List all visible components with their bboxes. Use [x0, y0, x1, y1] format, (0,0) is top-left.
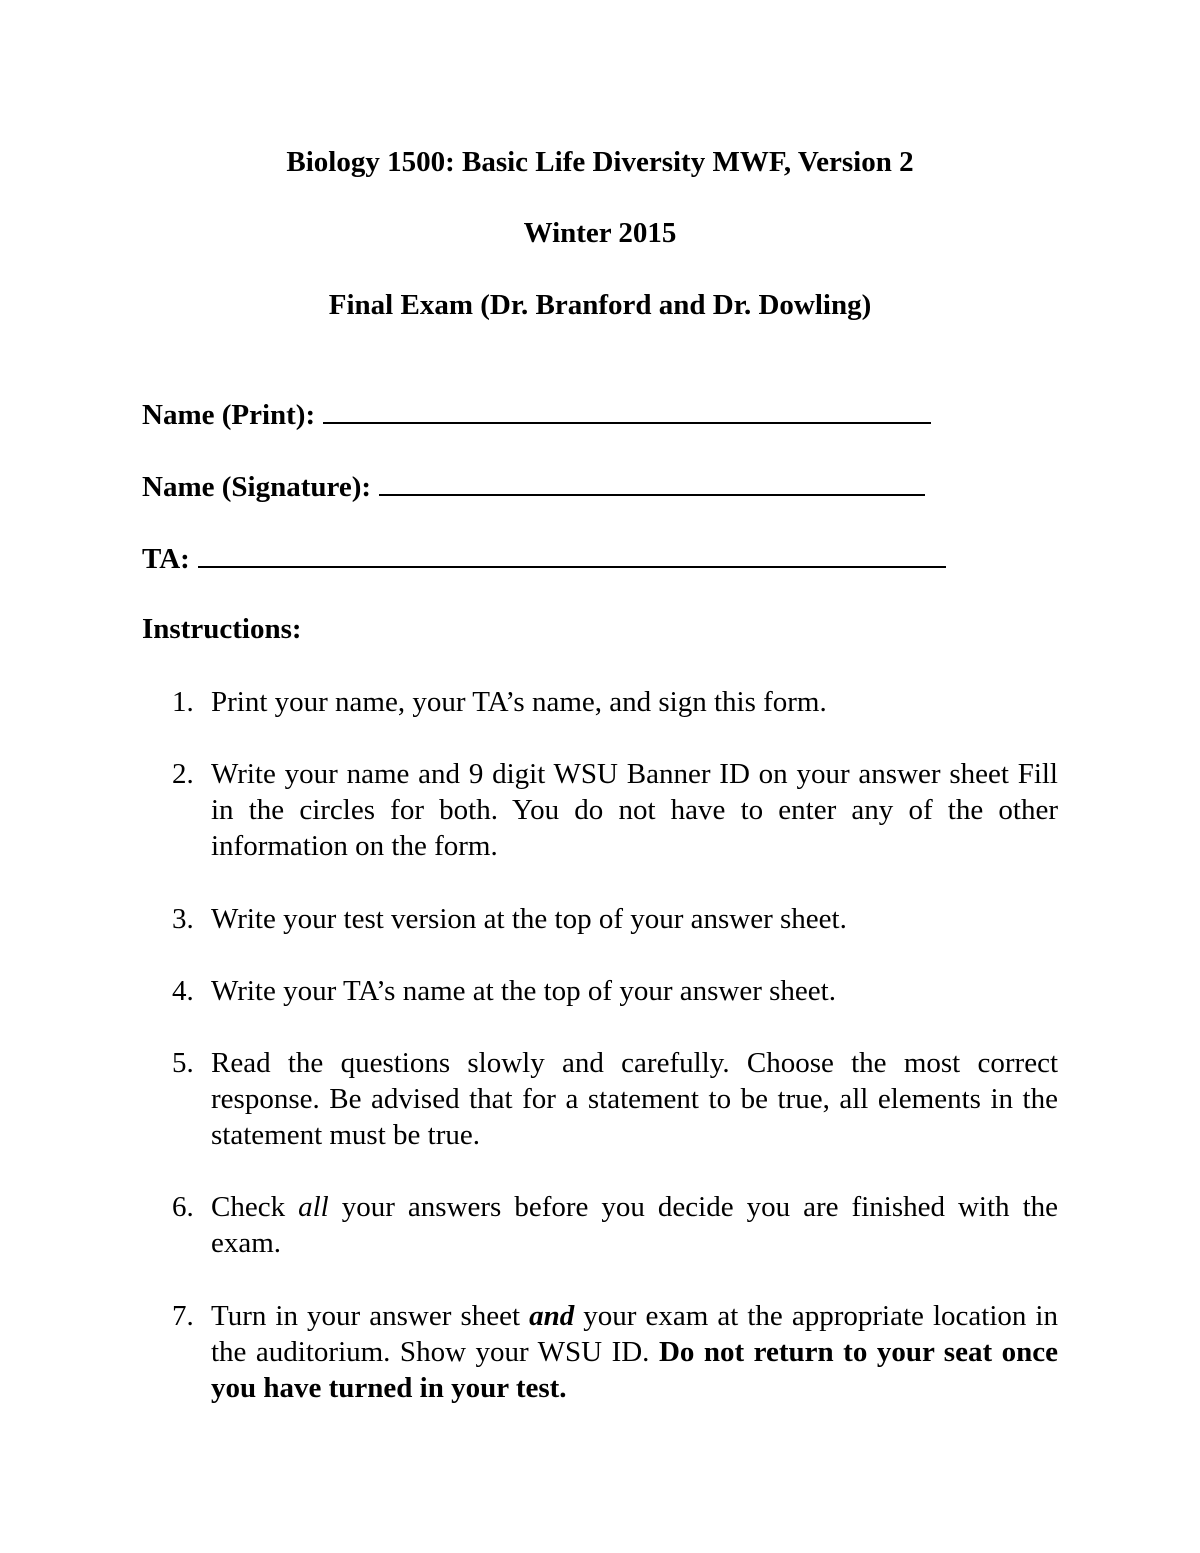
instruction-number: 1. — [172, 686, 194, 718]
instruction-item — [172, 901, 1058, 937]
name-signature-blank — [379, 468, 925, 496]
instruction-number: 6. — [172, 1191, 194, 1223]
instruction-item — [172, 1045, 1058, 1153]
instruction-emphasis: and — [529, 1300, 575, 1332]
instructions-heading: Instructions: — [142, 613, 302, 645]
ta-field — [142, 540, 946, 576]
name-print-label: Name (Print): — [142, 399, 316, 431]
instruction-number: 5. — [172, 1047, 194, 1079]
instruction-text-part: your exam at the appropriate location in the auditorium. Show your WSU ID. — [211, 1300, 1058, 1368]
instruction-text — [211, 1298, 1058, 1406]
instruction-text — [211, 1189, 1058, 1261]
instruction-number: 7. — [172, 1300, 194, 1332]
name-print-blank — [323, 396, 931, 424]
instruction-text: Write your TA’s name at the top of your answer sheet. — [211, 975, 836, 1007]
instruction-number: 4. — [172, 975, 194, 1007]
term: Winter 2015 — [523, 217, 677, 249]
name-signature-label: Name (Signature): — [142, 471, 372, 503]
name-print-field — [142, 396, 931, 432]
instruction-emphasis: all — [298, 1191, 329, 1223]
instruction-text-part: your answers before you decide you are finished with the exam. — [211, 1191, 1058, 1259]
instruction-text: Write your test version at the top of your answer sheet. — [211, 903, 847, 935]
instruction-text: Print your name, your TA’s name, and sign this form. — [211, 686, 827, 718]
instruction-text-part: Turn in your answer sheet — [211, 1300, 530, 1332]
instruction-bold-warning: Do not return to your seat once you have turned in your test. — [211, 1336, 1058, 1404]
instruction-text: Write your name and 9 digit WSU Banner ID on your answer sheet Fill in the circles for both. You do not have to enter any of the other information on the form. — [211, 758, 1058, 862]
instruction-item — [172, 1189, 1058, 1261]
instruction-item — [172, 684, 1058, 720]
course-title: Biology 1500: Basic Life Diversity MWF, Version 2 — [286, 146, 914, 178]
instruction-item — [172, 973, 1058, 1009]
name-signature-field — [142, 468, 925, 504]
instruction-item — [172, 756, 1058, 864]
exam-title: Final Exam (Dr. Branford and Dr. Dowling) — [328, 289, 872, 321]
instruction-number: 3. — [172, 903, 194, 935]
ta-label: TA: — [142, 543, 190, 575]
ta-blank — [198, 540, 946, 568]
instruction-number: 2. — [172, 758, 194, 790]
instruction-text-part: Check — [211, 1191, 299, 1223]
instruction-item — [172, 1298, 1058, 1406]
instruction-text: Read the questions slowly and carefully. Choose the most correct response. Be advised that for a statement to be true, all elements in the statement must be true. — [211, 1047, 1058, 1151]
